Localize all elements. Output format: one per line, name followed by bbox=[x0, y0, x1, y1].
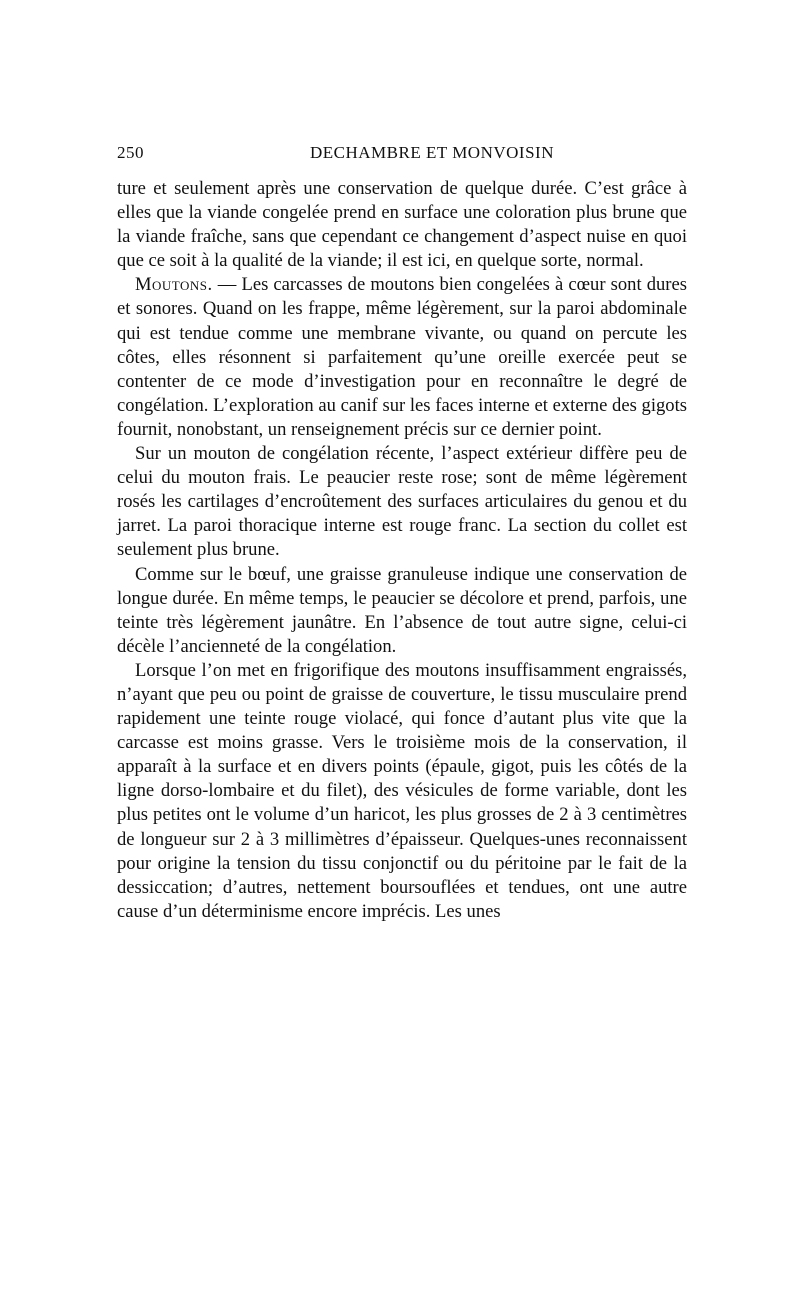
running-header bbox=[117, 143, 687, 169]
paragraph-continuation: ture et seulement après une conservation de quelque durée. C’est grâce à elles que la viande congelée prend en surface une coloration plus brune que la viande fraîche, sans que cependant ce changement d’aspect nuise en quoi que ce soit à la qualité de la viande; il est ici, en quelque sorte, normal. bbox=[117, 178, 687, 272]
section-lead-moutons: Moutons. bbox=[135, 274, 213, 296]
body-text bbox=[117, 177, 687, 924]
book-page bbox=[117, 143, 687, 924]
paragraph-moutons-text: — Les carcasses de moutons bien congelées à cœur sont dures et sonores. Quand on les frappe, même légèrement, sur la paroi abdominale qui est tendue comme une membrane vivante, ou quand on percute les côtes, elles résonnent si parfaitement qu’une oreille exercée peut se contenter de ce mode d’investigation pour en reconnaître le degré de congélation. L’exploration au canif sur les faces interne et externe des gigots fournit, nonobstant, un renseignement précis sur ce dernier point. bbox=[117, 274, 687, 440]
page-number: 250 bbox=[117, 143, 144, 162]
paragraph-congelation-recente: Sur un mouton de congélation récente, l’aspect extérieur diffère peu de celui du mouton frais. Le peaucier reste rose; sont de même légèrement rosés les cartilages d’encroûtement des surfaces articulaires du genou et du jarret. La paroi thoracique interne est rouge franc. La section du collet est seulement plus brune. bbox=[117, 443, 687, 561]
paragraph-moutons-insuffisants: Lorsque l’on met en frigorifique des moutons insuffisamment engraissés, n’ayant que peu ou point de graisse de couverture, le tissu musculaire prend rapidement une teinte rouge violacé, qui fonce d’autant plus vite que la carcasse est moins grasse. Vers le troisième mois de la conservation, il apparaît à la surface et en divers points (épaule, gigot, puis les côtés de la ligne dorso-lombaire et du filet), des vésicules de forme variable, dont les plus petites ont le volume d’un haricot, les plus grosses de 2 à 3 centimètres de longueur sur 2 à 3 millimètres d’épaisseur. Quelques-unes reconnaissent pour origine la tension du tissu conjonctif ou du péritoine par le fait de la dessiccation; d’autres, nettement boursouflées et tendues, ont une autre cause d’un déterminisme encore imprécis. Les unes bbox=[117, 659, 687, 922]
running-title: DECHAMBRE ET MONVOISIN bbox=[310, 143, 554, 162]
paragraph-moutons bbox=[117, 273, 687, 442]
paragraph-graisse-granuleuse: Comme sur le bœuf, une graisse granuleuse indique une conservation de longue durée. En même temps, le peaucier se décolore et prend, parfois, une teinte très légèrement jaunâtre. En l’absence de tout autre signe, celui-ci décèle l’ancienneté de la congélation. bbox=[117, 563, 687, 657]
